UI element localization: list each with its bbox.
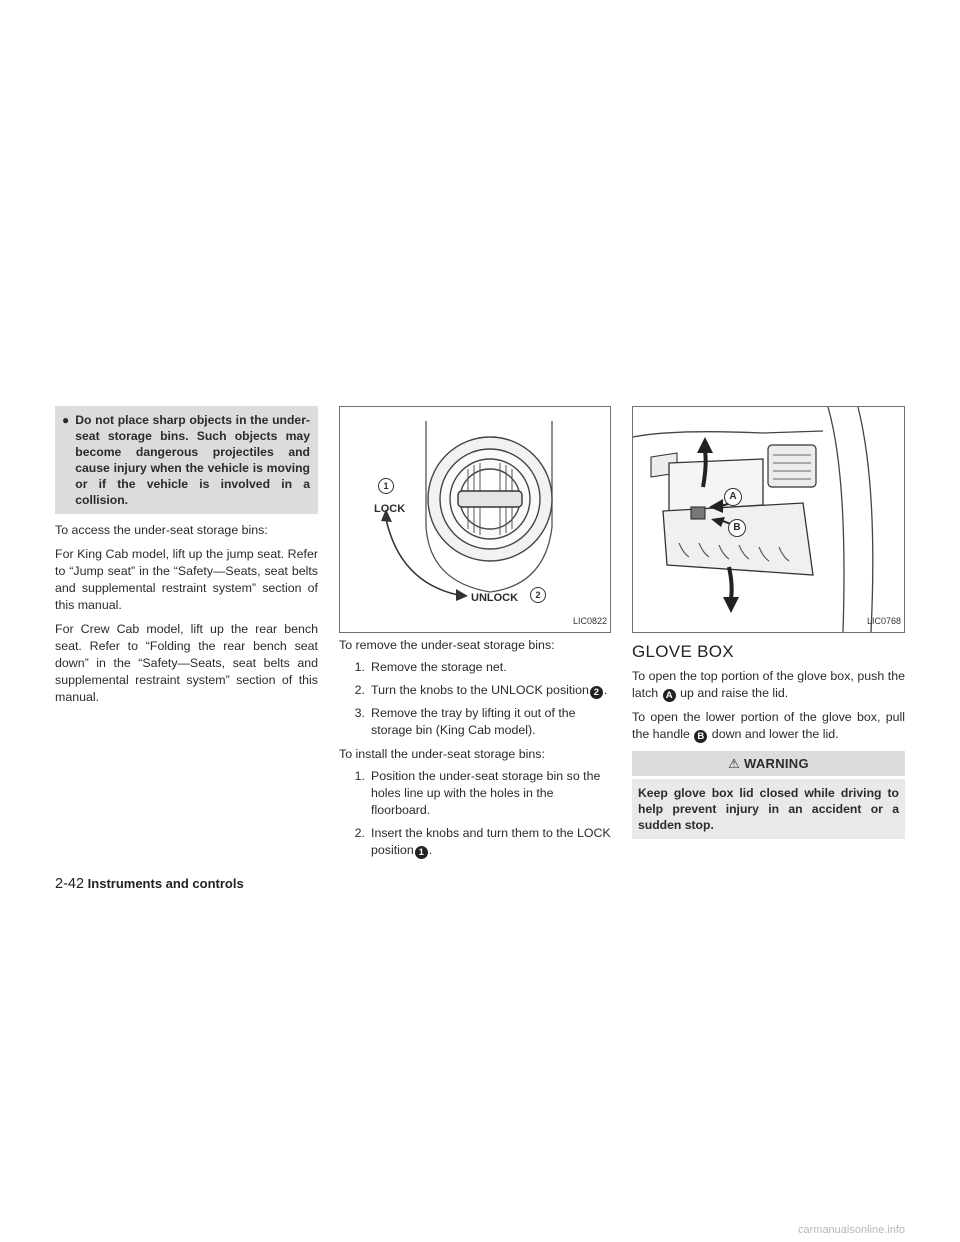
step-number: 3. — [354, 706, 365, 720]
access-intro: To access the under-seat storage bins: — [55, 523, 268, 537]
marker-a: A — [724, 488, 742, 506]
marker-1: 1 — [378, 478, 394, 494]
right-column — [632, 406, 905, 839]
warning-title: WARNING — [743, 756, 809, 771]
step-text-post: . — [603, 683, 608, 697]
section-name: Instruments and controls — [87, 876, 244, 891]
unlock-label: UNLOCK — [471, 592, 519, 604]
remove-intro: To remove the under-seat storage bins: — [339, 638, 555, 652]
p2-post: down and lower the lid. — [711, 727, 839, 741]
install-steps — [339, 768, 611, 859]
step-text-pre: Turn the knobs to the UNLOCK position — [371, 683, 589, 697]
marker-1-inline: 1 — [415, 846, 428, 859]
list-item — [339, 825, 611, 859]
marker-2-inline: 2 — [590, 686, 603, 699]
step-text-post: . — [428, 843, 433, 857]
glove-box-top-paragraph — [632, 668, 905, 702]
page-footer — [55, 876, 244, 892]
watermark: carmanualsonline.info — [798, 1224, 906, 1236]
under-seat-warning-bullet — [55, 406, 318, 514]
list-item — [339, 659, 611, 676]
step-text-pre: Insert the knobs and turn them to the LOCK position — [371, 826, 611, 857]
step-text — [371, 825, 611, 859]
figure-code: LIC0768 — [866, 616, 901, 626]
crew-cab-paragraph: For Crew Cab model, lift up the rear bench seat. Refer to “Folding the rear bench seat down” in the “Safety—Seats, seat belts and supplemental restraint system” section of this manual. — [55, 622, 318, 704]
marker-b-inline: B — [694, 730, 707, 743]
step-number: 1. — [354, 660, 365, 674]
marker-b: B — [728, 519, 746, 537]
glove-box-lower-paragraph — [632, 709, 905, 743]
list-item — [339, 768, 611, 819]
step-text — [371, 659, 611, 676]
step-text-pre: Position the under-seat storage bin so the holes line up with the holes in the floorboard. — [371, 769, 601, 817]
warning-header — [632, 751, 905, 776]
step-number: 2. — [354, 683, 365, 697]
p2-pre: To open the lower portion of the glove box, pull the handle — [632, 710, 905, 741]
step-text-pre: Remove the storage net. — [371, 660, 507, 674]
install-intro: To install the under-seat storage bins: — [339, 747, 545, 761]
list-item — [339, 682, 611, 699]
marker-2: 2 — [530, 587, 546, 603]
warning-bullet-text: Do not place sharp objects in the under-seat storage bins. Such objects may become dangerous projectiles and cause injury when the vehicle is moving or if the vehicle is involved in a collision. — [75, 413, 310, 507]
step-text — [371, 682, 611, 699]
step-number: 1. — [354, 769, 365, 783]
bullet-icon: ● — [62, 413, 70, 427]
left-column — [55, 406, 318, 713]
storage-bin-knob-figure — [339, 406, 611, 633]
lock-label: LOCK — [374, 503, 406, 515]
middle-column — [339, 406, 611, 866]
p1-pre: To open the top portion of the glove box, push the latch — [632, 669, 905, 700]
glove-box-illustration — [633, 407, 904, 632]
figure-code: LIC0822 — [572, 616, 607, 626]
warning-triangle-icon: ⚠ — [728, 756, 741, 771]
p1-post: up and raise the lid. — [680, 686, 789, 700]
king-cab-paragraph: For King Cab model, lift up the jump seat. Refer to “Jump seat” in the “Safety—Seats, seat belts and supplemental restraint system” section of this manual. — [55, 547, 318, 612]
marker-a-inline: A — [663, 689, 676, 702]
page-number: 2-42 — [55, 876, 85, 892]
warning-text: Keep glove box lid closed while driving to help prevent injury in an accident or a sudden stop. — [632, 779, 905, 839]
section-heading: GLOVE BOX — [632, 642, 734, 661]
step-text-pre: Remove the tray by lifting it out of the storage bin (King Cab model). — [371, 706, 576, 737]
remove-steps — [339, 659, 611, 739]
step-text — [371, 705, 611, 739]
glove-box-figure — [632, 406, 905, 633]
list-item — [339, 705, 611, 739]
step-text — [371, 768, 611, 819]
step-number: 2. — [354, 826, 365, 840]
